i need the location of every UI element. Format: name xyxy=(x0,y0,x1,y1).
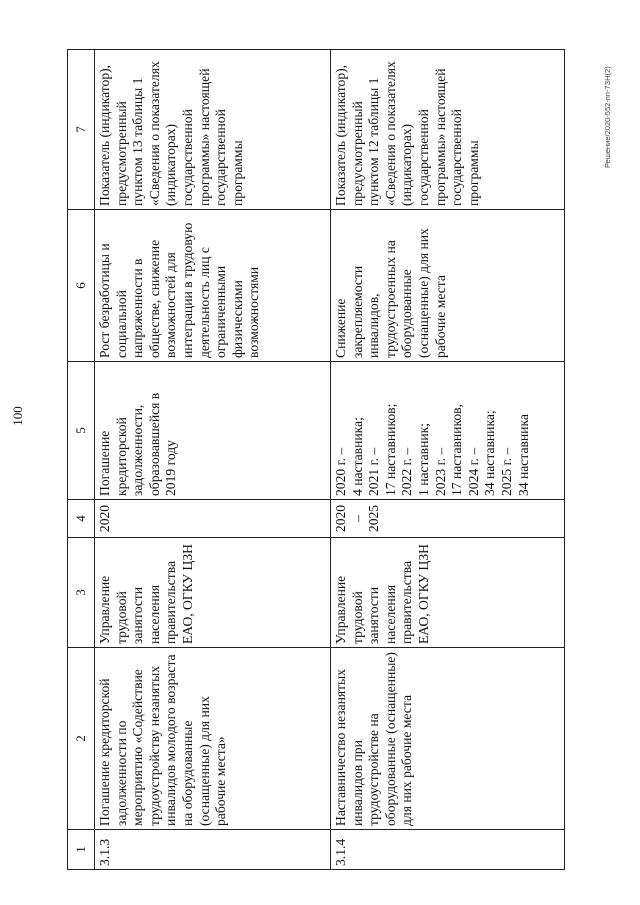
program-events-table xyxy=(67,49,565,870)
result-line: 2025 г. – xyxy=(498,447,514,496)
indicator-link: Показатель (индикатор), предусмотренный пунктом 13 таблицы 1 «Сведения о показателях (индикаторах) государственной программы» настоящей государственной программы xyxy=(95,50,331,210)
result-line: 2020 г. – xyxy=(333,447,348,496)
event-name: Наставничество незанятых инвалидов при трудоустройстве на оборудованные (оснащенные) для них рабочие места xyxy=(331,648,565,830)
event-name: Погашение кредиторской задолженности по мероприятию «Содействие трудоустройству незанятых инвалидов молодого возраста на оборудованные (оснащенные) для них рабочие места» xyxy=(95,648,331,830)
period: 2020 xyxy=(95,500,331,538)
result-line: 17 наставников; xyxy=(382,403,398,496)
result-line: 1 наставник; xyxy=(415,422,431,496)
document-code: Решение/2020-552-пп-7ЗН(2) xyxy=(603,66,612,168)
program-table-wrapper xyxy=(67,50,565,870)
row-number: 3.1.3 xyxy=(95,830,331,870)
result-line: 34 наставника; xyxy=(482,410,498,496)
row-number: 3.1.4 xyxy=(331,830,565,870)
expected-result: Погашение кредиторской задолженности, образовавшейся в 2019 году xyxy=(95,362,331,500)
expected-result xyxy=(331,362,565,500)
period-end: 2025 xyxy=(366,504,382,533)
result-line: 17 наставников, xyxy=(449,404,465,496)
header-cell: 1 xyxy=(68,830,95,870)
result-line: 2022 г. – xyxy=(399,447,415,496)
consequence: Рост безработицы и социальной напряженности в обществе, снижение возможностей для интеграции в трудовую деятельность лиц с ограниченными физическими возможностями xyxy=(95,210,331,362)
period-dash: – xyxy=(349,515,365,522)
header-cell: 7 xyxy=(68,50,95,210)
result-line: 4 наставника; xyxy=(349,417,365,496)
table-row xyxy=(95,50,331,870)
executor: Управление трудовой занятости населения правительства ЕАО, ОГКУ ЦЗН xyxy=(95,538,331,648)
period xyxy=(331,500,565,538)
consequence: Снижение закрепляемости инвалидов, трудоустроенных на оборудованные (оснащенные) для них рабочие места xyxy=(331,210,565,362)
result-line: 2024 г. – xyxy=(465,447,481,496)
header-cell: 4 xyxy=(68,500,95,538)
table-header-row xyxy=(68,50,95,870)
result-line: 34 наставника xyxy=(515,414,531,496)
period-start: 2020 xyxy=(333,504,348,533)
result-line: 2023 г. – xyxy=(432,447,448,496)
header-cell: 6 xyxy=(68,210,95,362)
header-cell: 3 xyxy=(68,538,95,648)
executor: Управление трудовой занятости населения правительства ЕАО, ОГКУ ЦЗН xyxy=(331,538,565,648)
page-number: 100 xyxy=(10,406,25,426)
header-cell: 2 xyxy=(68,648,95,830)
indicator-link: Показатель (индикатор), предусмотренный пунктом 12 таблицы 1 «Сведения о показателях (индикаторах) государственной программы» настоящей государственной программы xyxy=(331,50,565,210)
table-row xyxy=(331,50,565,870)
result-line: 2021 г. – xyxy=(366,447,382,496)
header-cell: 5 xyxy=(68,362,95,500)
